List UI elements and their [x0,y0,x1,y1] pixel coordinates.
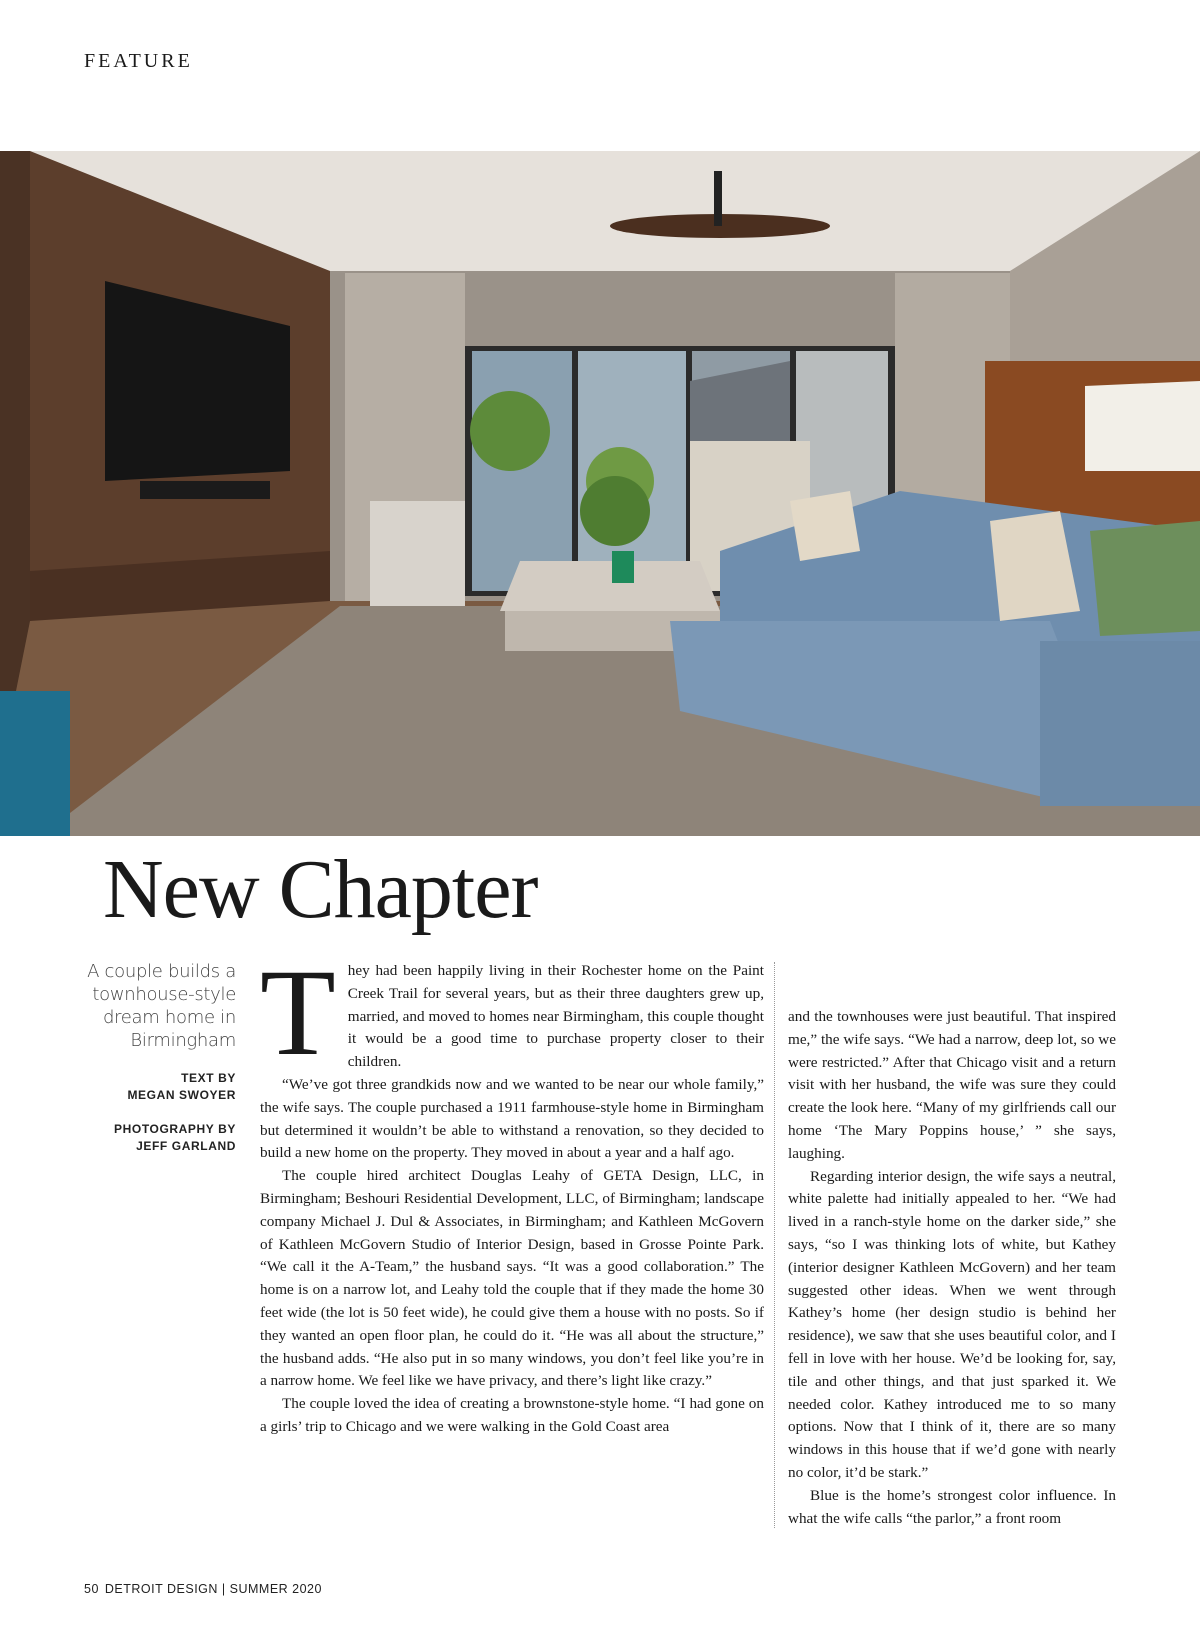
article-paragraph: and the townhouses were just beautiful. That inspired me,” the wife says. “We had a narrow, deep lot, so we were restricted.” After that Chicago visit and a return visit with her husband, the wife was sure they could create the look here. “Many of my girlfriends call our home ‘The Mary Poppins house,’ ” she says, laughing. [788,1008,1116,1162]
photo-credit [60,1121,236,1155]
text-credit-name: MEGAN SWOYER [127,1088,236,1102]
article-sidebar [60,960,236,1172]
article-paragraph [260,944,764,1081]
article-paragraph: Blue is the home’s strongest color influence. In what the wife calls “the parlor,” a front room [788,1486,1116,1527]
article-column-2 [788,1006,1116,1530]
article-paragraph: The couple loved the idea of creating a brownstone-style home. “I had gone on a girls’ trip to Chicago and we were walking in the Gold Coast area [260,1395,764,1435]
column-rule [774,962,775,1528]
photo-credit-role: PHOTOGRAPHY BY [114,1122,236,1136]
paragraph-text: hey had been happily living in their Rochester home on the Paint Creek Trail for several years, but as their three daughters grew up, married, and moved to homes near Birmingham, this couple thought it would be a good time to purchase property closer to their children. [347,962,764,1071]
page-folio [84,1582,328,1596]
photo-credit-name: JEFF GARLAND [136,1139,236,1153]
drop-cap: T [260,944,336,1081]
feature-photo [0,151,1200,836]
article-paragraph: “We’ve got three grandkids now and we wanted to be near our whole family,” the wife says. The couple purchased a 1911 farmhouse-style home in Birmingham but determined it wouldn’t be able to withstand a renovation, so they decided to build a new home on the property. They moved in about a year and a half ago. [260,1075,764,1162]
page-number: 50 [84,1582,99,1596]
article-paragraph: The couple hired architect Douglas Leahy of GETA Design, LLC, in Birmingham; Beshouri Residential Development, LLC, of Birmingham; landscape company Michael J. Dul & Associates, in Birmingham; and Kathleen McGovern of Kathleen McGovern Studio of Interior Design, based in Grosse Pointe Park. “We call it the A-Team,” the husband says. “It was a good collaboration.” The home is on a narrow lot, and Leahy told the couple that if they made the home 30 feet wide (the lot is 50 feet wide), he could give them a house with no posts. So if they wanted an open floor plan, he could do it. “He was all about the structure,” the husband adds. “He also put in so many windows, you don’t feel like you’re in a narrow home. We feel like we have privacy, and there’s light like crazy.” [260,1167,764,1390]
article-dek: A couple builds a townhouse-style dream home in Birmingham [87,961,236,1051]
text-credit [60,1070,236,1104]
article-column-1 [260,944,764,1439]
section-label: FEATURE [84,50,193,72]
text-credit-role: TEXT BY [181,1071,236,1085]
publication-name: DETROIT DESIGN | SUMMER 2020 [104,1582,322,1596]
living-room-photo-icon [0,151,1200,836]
article-paragraph: Regarding interior design, the wife says a neutral, white palette had initially appealed to her. “We had lived in a ranch-style home on the darker side,” she says, “so I was thinking lots of white, but Kathey (interior designer Kathleen McGovern) and her team suggested other ideas. When we went through Kathey’s home (her design studio is behind her residence), we saw that she uses beautiful color, and I fell in love with her house. We’d be looking for, say, tile and other things, and that just sparked it. We needed color. Kathey introduced me to so many options. Now that I think of it, there are so many windows in this house that if we’d gone with nearly no color, it’d be stark.” [788,1167,1116,1481]
article-headline: New Chapter [103,843,538,936]
